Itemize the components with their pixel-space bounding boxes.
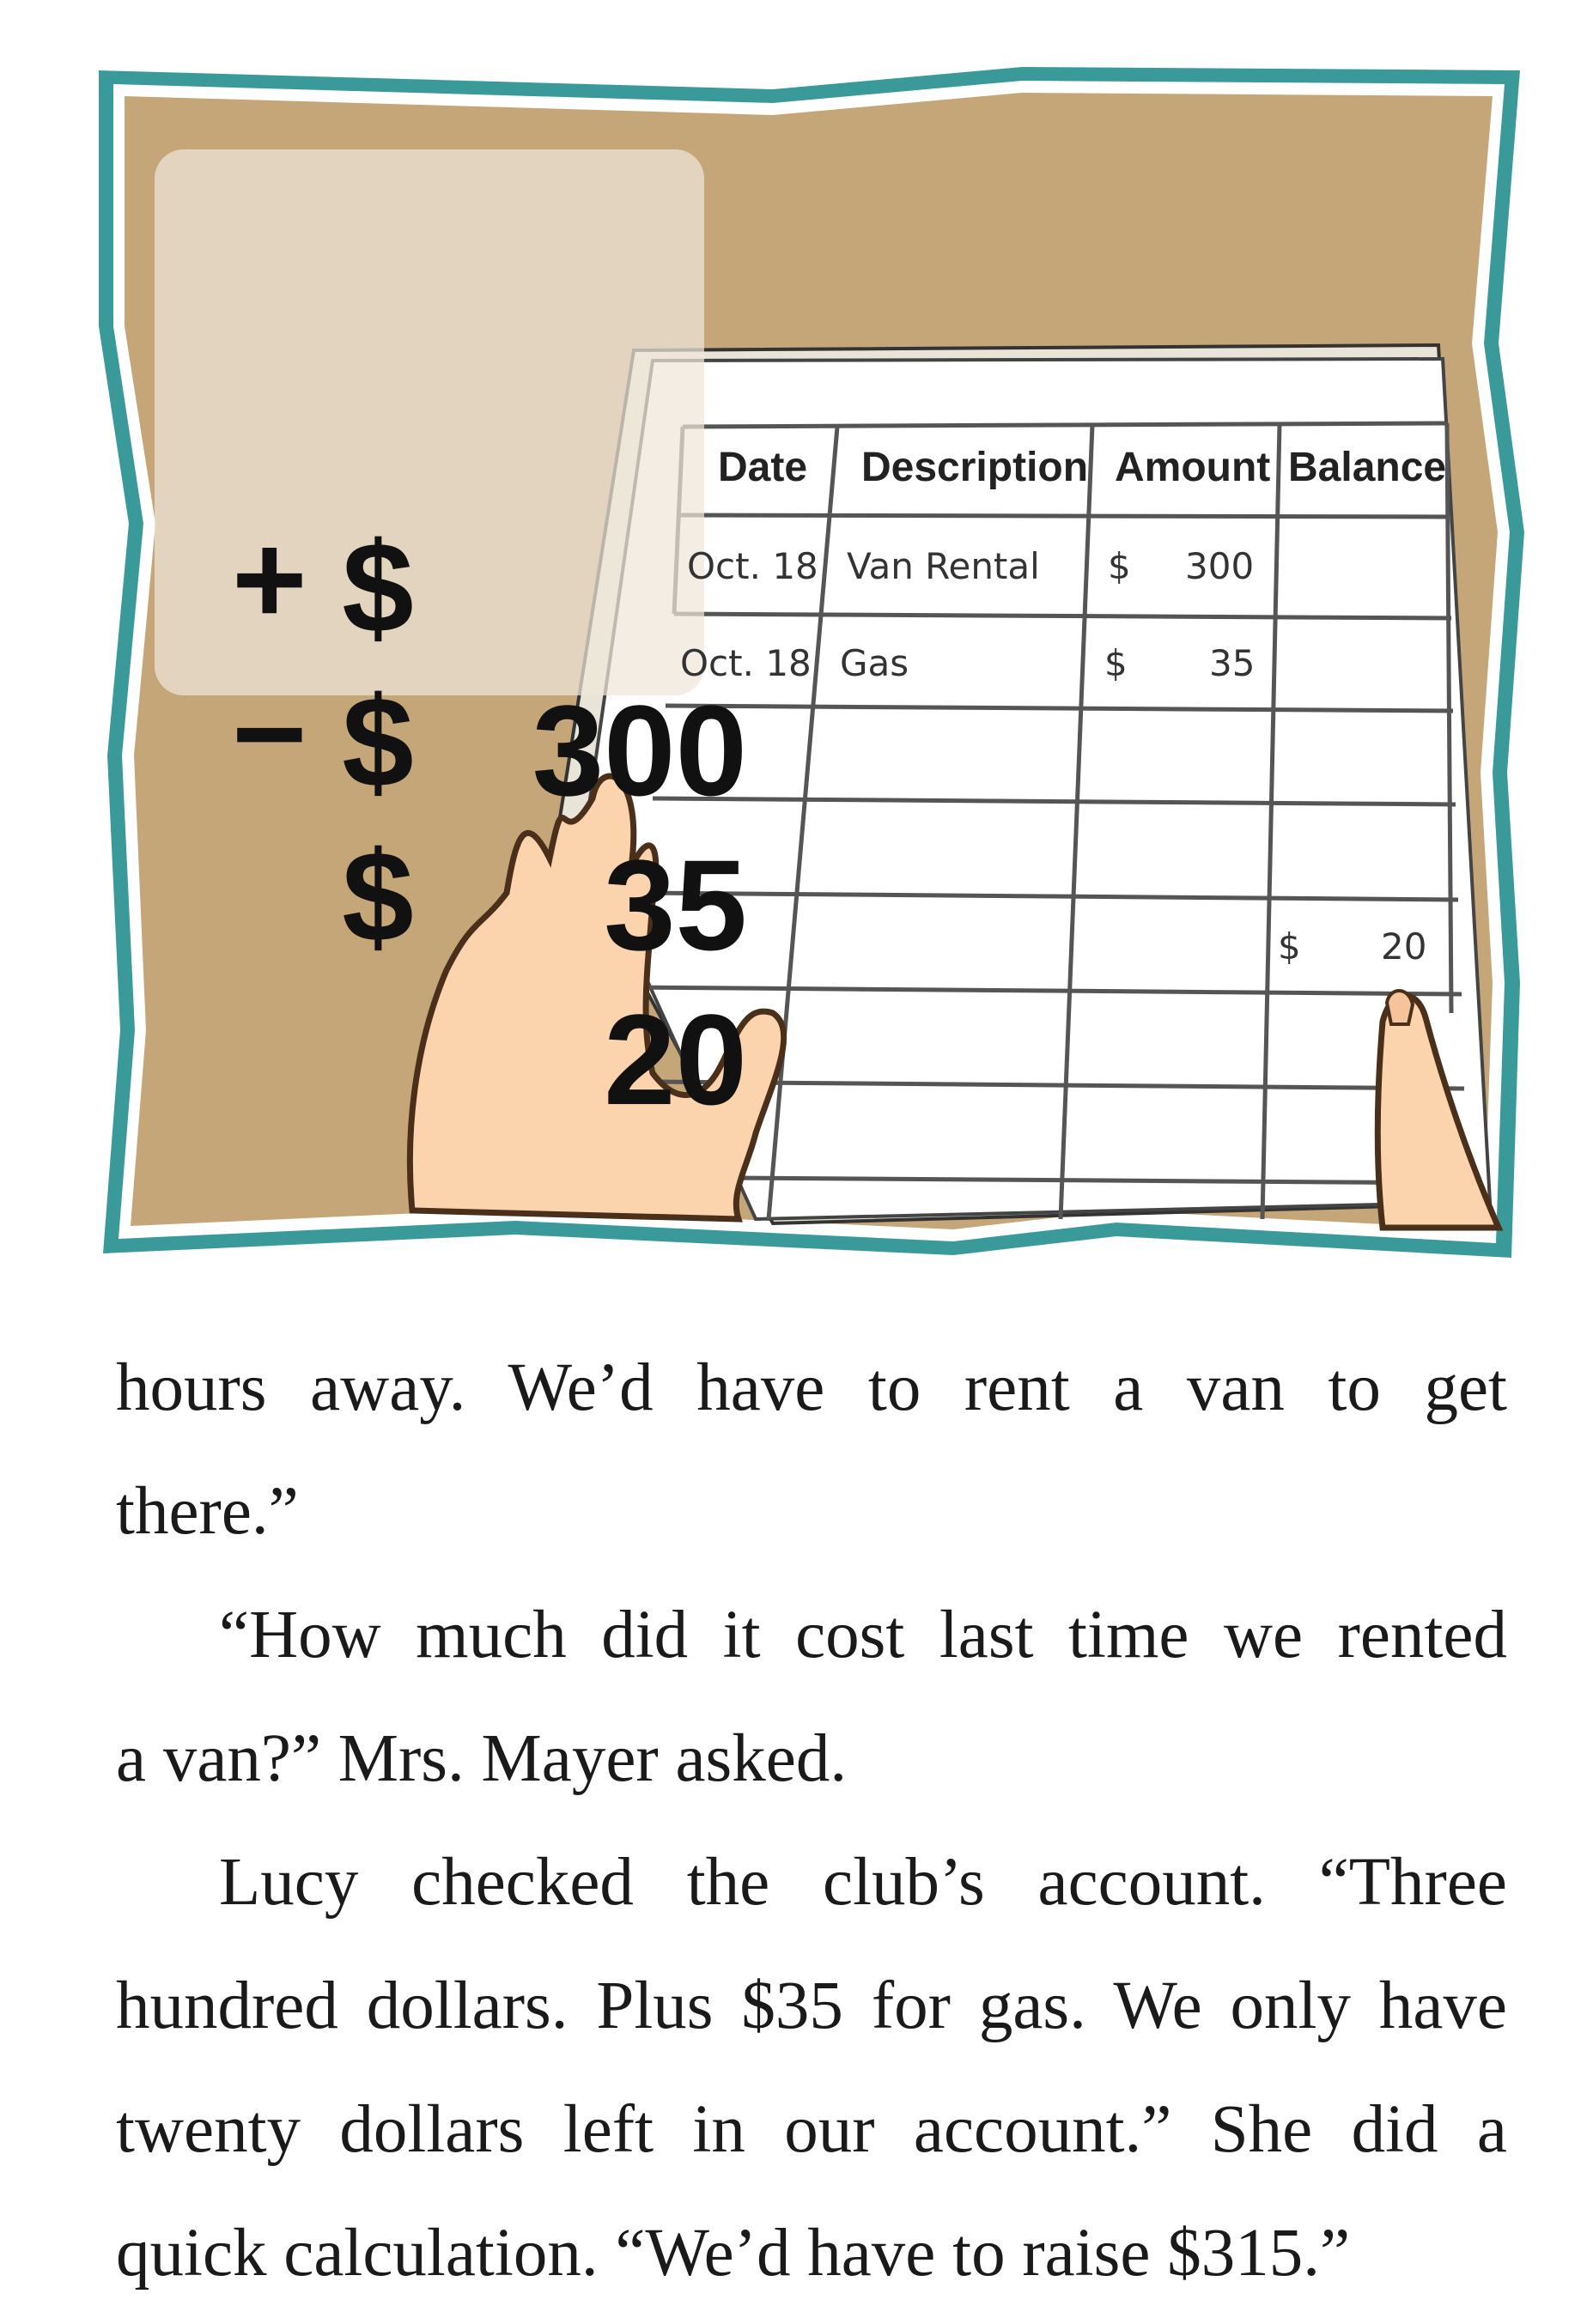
story-line: a van?” Mrs. Mayer asked. xyxy=(116,1721,848,1796)
calc-value: 35 xyxy=(604,833,747,977)
ledger-row-1-amount-sign: $ xyxy=(1108,545,1131,587)
ledger-row-2-description: Gas xyxy=(840,642,909,684)
story-line: hundred dollars. Plus $35 for gas. We only have xyxy=(116,1969,1507,2043)
ledger-row-2-date: Oct. 18 xyxy=(680,642,812,684)
fingernail xyxy=(1387,991,1413,1024)
ledger-balance-sign: $ xyxy=(1278,925,1301,968)
ledger-row-2-amount: 35 xyxy=(1209,642,1256,684)
ledger-balance-value: 20 xyxy=(1381,925,1427,968)
calc-operator: − xyxy=(232,661,307,805)
ledger-header-balance: Balance xyxy=(1288,445,1447,490)
ledger-header-date: Date xyxy=(718,445,808,490)
story-line: hours away. We’d have to rent a van to get xyxy=(116,1350,1507,1425)
story-text xyxy=(116,1326,1507,2315)
paragraph-1 xyxy=(116,1326,1507,1574)
calc-dollar-sign: $ xyxy=(342,670,414,814)
ledger-row-1-date: Oct. 18 xyxy=(687,545,818,587)
calc-value: 20 xyxy=(604,987,747,1132)
ledger-header-amount: Amount xyxy=(1115,445,1271,490)
calc-value: 300 xyxy=(532,678,747,822)
story-line: there.” xyxy=(116,1474,299,1549)
calc-operator: + xyxy=(232,507,307,651)
story-line: twenty dollars left in our account.” She did a xyxy=(116,2092,1507,2167)
story-line: “How much did it cost last time we rented xyxy=(219,1598,1507,1672)
paragraph-2 xyxy=(116,1574,1507,1821)
calc-dollar-sign: $ xyxy=(342,515,414,659)
ledger-row-1-amount: 300 xyxy=(1185,545,1255,587)
calc-dollar-sign: $ xyxy=(342,824,414,968)
ledger-row-1-description: Van Rental xyxy=(847,545,1040,587)
ledger-header-description: Description xyxy=(861,445,1089,490)
story-line: quick calculation. “We’d have to raise $315.” xyxy=(116,2216,1351,2291)
ledger-row-2-amount-sign: $ xyxy=(1104,642,1128,684)
paragraph-3 xyxy=(116,1821,1507,2315)
story-line: Lucy checked the club’s account. “Three xyxy=(219,1845,1507,1920)
